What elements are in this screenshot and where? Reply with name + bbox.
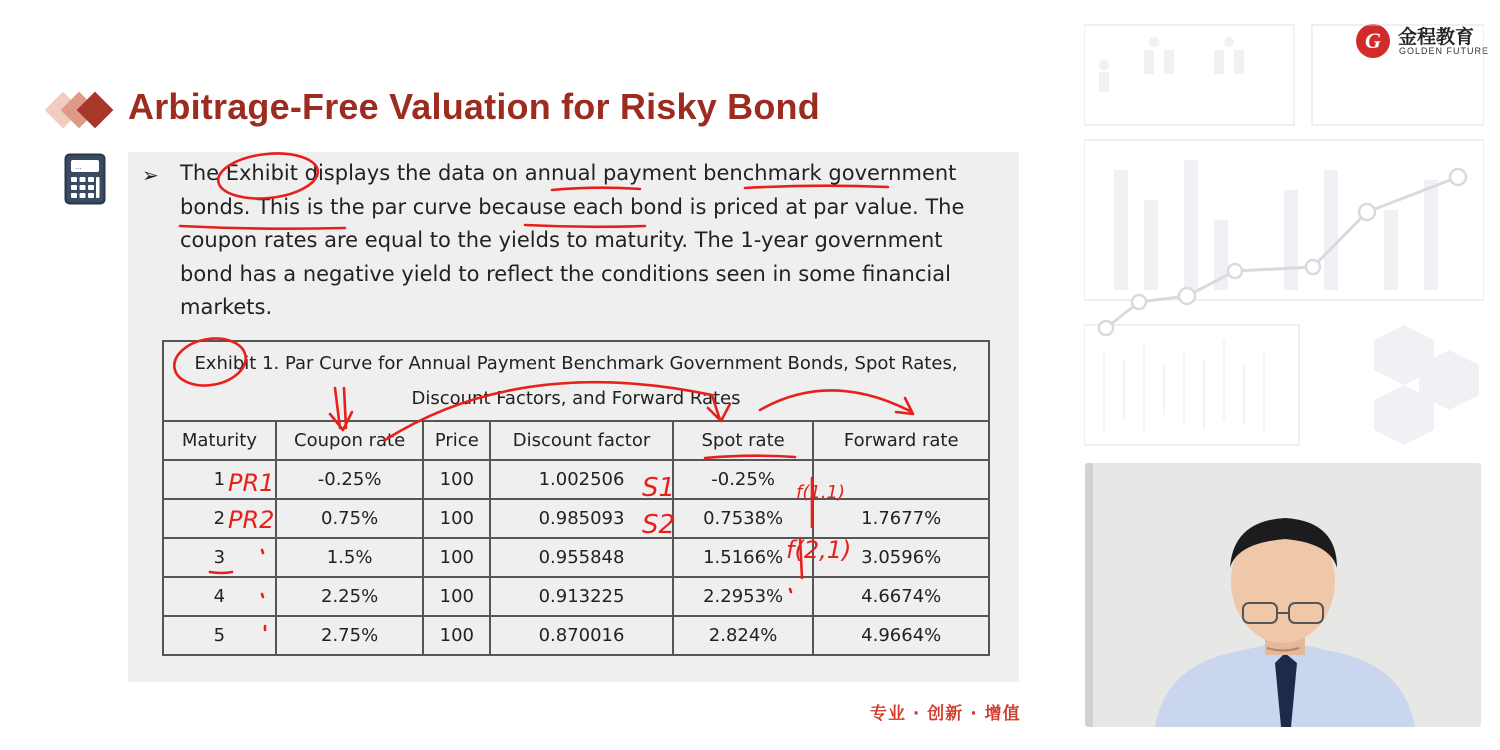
slide-tagline: 专业 · 创新 · 增值 (870, 704, 1021, 724)
column-header: Maturity (163, 421, 276, 460)
table-cell: -0.25% (276, 460, 424, 499)
table-cell (813, 460, 989, 499)
exhibit-table (162, 340, 990, 656)
table-cell: 2.2953% (673, 577, 814, 616)
table-cell: 100 (423, 499, 490, 538)
column-header: Price (423, 421, 490, 460)
table-cell: 1.5166% (673, 538, 814, 577)
arrowhead-bullet-icon: ➢ (142, 163, 159, 187)
table-cell: 1.7677% (813, 499, 989, 538)
table-cell: 1.002506 (490, 460, 673, 499)
table-header-row (163, 421, 989, 460)
column-header: Discount factor (490, 421, 673, 460)
table-cell: 0.913225 (490, 577, 673, 616)
column-header: Spot rate (673, 421, 814, 460)
table-cell: 4.9664% (813, 616, 989, 655)
table-cell: 1 (163, 460, 276, 499)
table-cell: 2.25% (276, 577, 424, 616)
table-cell: 100 (423, 577, 490, 616)
table-cell: -0.25% (673, 460, 814, 499)
table-row (163, 460, 989, 499)
table-cell: 2 (163, 499, 276, 538)
table-cell: 0.7538% (673, 499, 814, 538)
table-cell: 0.75% (276, 499, 424, 538)
table-cell: 0.955848 (490, 538, 673, 577)
background-infographic (1084, 20, 1484, 450)
table-cell: 4.6674% (813, 577, 989, 616)
presenter-illustration (1085, 463, 1481, 727)
table-cell: 2.824% (673, 616, 814, 655)
table-cell: 0.985093 (490, 499, 673, 538)
calculator-icon (64, 153, 106, 205)
column-header: Forward rate (813, 421, 989, 460)
annotation-pr1: PR1 (228, 469, 275, 497)
table-row (163, 616, 989, 655)
logo-english-text: GOLDEN FUTURE (1399, 46, 1490, 56)
annotation-pr2: PR2 (228, 506, 275, 534)
table-cell: 100 (423, 538, 490, 577)
annotation-f21: f(2,1) (786, 536, 852, 564)
annotation-f11: f(1,1) (796, 482, 846, 503)
golden-future-logo-icon: G (1356, 24, 1390, 58)
annotation-s2: S2 (642, 510, 676, 540)
table-cell: 100 (423, 460, 490, 499)
table-cell: 4 (163, 577, 276, 616)
column-header: Coupon rate (276, 421, 424, 460)
exhibit-description: The Exhibit displays the data on annual payment benchmark government bonds. This is the par curve because each bond is priced at par value. The coupon rates are equal to the yields to maturity. The 1-year government bond has a negative yield to reflect the conditions seen in some financial markets. (180, 161, 965, 319)
svg-text:...: ... (75, 163, 82, 171)
logo-chinese-text: 金程教育 (1398, 26, 1475, 48)
slide-title: Arbitrage-Free Valuation for Risky Bond (128, 86, 820, 127)
exhibit-caption: Exhibit 1. Par Curve for Annual Payment Benchmark Government Bonds, Spot Rates, Discount Factors, and Forward Rates (163, 341, 989, 421)
table-row (163, 577, 989, 616)
table-cell: 3.0596% (813, 538, 989, 577)
table-row (163, 538, 989, 577)
table-cell: 100 (423, 616, 490, 655)
table-row (163, 499, 989, 538)
table-cell: 1.5% (276, 538, 424, 577)
table-cell: 3 (163, 538, 276, 577)
annotation-s1: S1 (642, 473, 676, 503)
table-cell: 0.870016 (490, 616, 673, 655)
table-cell: 2.75% (276, 616, 424, 655)
presenter-video (1085, 463, 1481, 727)
table-cell: 5 (163, 616, 276, 655)
